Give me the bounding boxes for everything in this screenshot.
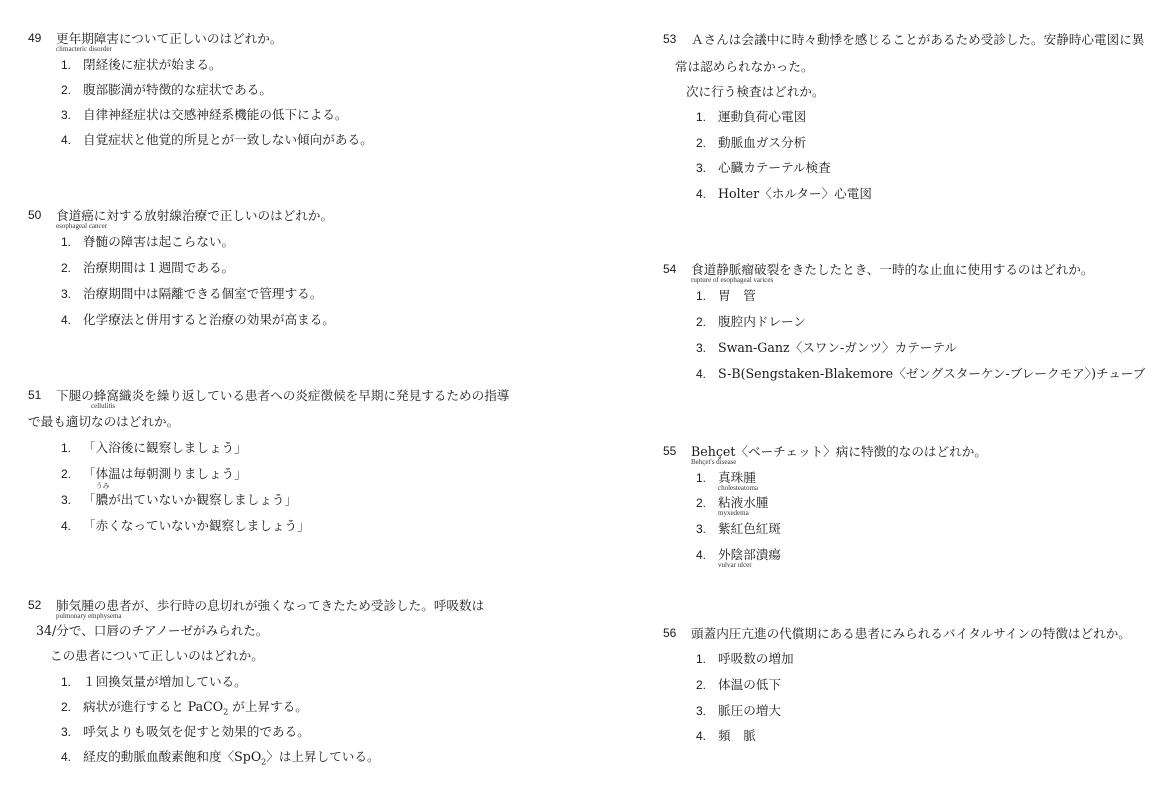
question-stem: Ａさんは会議中に時々動悸を感じることがあるため受診した。安静時心電図に異 (691, 32, 1145, 47)
option-text: 「赤くなっていないか観察しましょう」 (83, 518, 310, 533)
question-49 (28, 30, 548, 160)
ruby-reading: うみ (95, 482, 110, 490)
option-gloss: vulvar ulcer (718, 561, 752, 569)
question-stem: 肺気腫の患者が、歩行時の息切れが強くなってきたため受診した。呼吸数は (56, 598, 485, 613)
question-number: 49 (28, 31, 42, 45)
option-3: 3. Swan-Ganz〈スワン-ガンツ〉カテーテル (696, 340, 957, 355)
option-2: 2. 腹腔内ドレーン (696, 314, 806, 329)
option-4: 4. Holter〈ホルター〉心電図 (696, 186, 872, 201)
option-text: 運動負荷心電図 (718, 109, 807, 124)
option-text: 脈圧の増大 (718, 703, 781, 718)
option-text: 動脈血ガス分析 (718, 135, 807, 150)
option-2: 2. 病状が進行すると PaCO$_2$ が上昇する。 (61, 699, 308, 717)
option-text: 治療期間中は隔離できる個室で管理する。 (83, 286, 323, 301)
question-stem: 食道癌に対する放射線治療で正しいのはどれか。 (56, 208, 334, 223)
option-4: 4. 自覚症状と他覚的所見とが一致しない傾向がある。 (61, 132, 373, 147)
question-50 (28, 207, 548, 337)
option-text: 病状が進行すると PaCO (83, 699, 224, 714)
option-2: 2. 治療期間は１週間である。 (61, 260, 235, 275)
option-1: 1. 呼吸数の増加 (696, 651, 794, 666)
option-3: 3. 治療期間中は隔離できる個室で管理する。 (61, 286, 323, 301)
option-4: 4. 化学療法と併用すると治療の効果が高まる。 (61, 312, 335, 327)
option-3: 3. 自律神経症状は交感神経系機能の低下による。 (61, 107, 348, 122)
option-text: 心臓カテーテル検査 (718, 160, 831, 175)
option-text: 「体温は毎朝測りましょう」 (83, 466, 247, 481)
option-3: 3. 「膿 うみ が出ていないか観察しましょう」 (61, 482, 298, 507)
option-gloss: cholesteatoma (718, 484, 759, 492)
question-stem: 頭蓋内圧亢進の代償期にある患者にみられるバイタルサインの特徴はどれか。 (691, 626, 1131, 641)
option-text: 紫紅色紅斑 (718, 521, 781, 536)
term-gloss: climacteric disorder (56, 45, 112, 53)
question-subprompt: 次に行う検査はどれか。 (686, 84, 825, 99)
option-text-prefix: 「 (83, 492, 96, 507)
question-number: 53 (663, 32, 677, 46)
question-stem-continued: 34/分で、口唇のチアノーゼがみられた。 (36, 623, 269, 638)
term-gloss: Behçet's disease (691, 458, 737, 466)
option-text: 治療期間は１週間である。 (83, 260, 235, 275)
question-stem-continued: で最も適切なのはどれか。 (28, 414, 180, 429)
option-4: 4. 頻 脈 (696, 728, 756, 743)
option-4: 4. 外陰部潰瘍 (696, 547, 781, 562)
ruby-kanji: 膿 うみ (95, 482, 110, 507)
question-stem-continued: 常は認められなかった。 (675, 59, 814, 74)
option-4: 4. S-B(Sengstaken-Blakemore〈ゼングスターケン-ブレークモア〉)チューブ (696, 366, 1146, 381)
question-subprompt: この患者について正しいのはどれか。 (50, 648, 264, 663)
option-text: 体温の低下 (718, 677, 781, 692)
option-1: 1. 真珠腫 (696, 470, 756, 485)
question-number: 56 (663, 626, 677, 640)
term-gloss: rupture of esophageal varices (691, 276, 774, 284)
option-text: 自律神経症状は交感神経系機能の低下による。 (83, 107, 348, 122)
option-text: Swan-Ganz〈スワン-ガンツ〉カテーテル (718, 340, 957, 355)
question-stem: Behçet〈ベーチェット〉病に特徴的なのはどれか。 (691, 444, 987, 459)
question-number: 52 (28, 598, 42, 612)
question-56 (663, 625, 1158, 755)
option-1: 1. 脊髄の障害は起こらない。 (61, 234, 235, 249)
option-text: 胃 管 (718, 288, 756, 303)
option-3: 3. 呼気よりも吸気を促すと効果的である。 (61, 724, 310, 739)
option-4: 4. 経皮的動脈血酸素飽和度〈SpO$_2$〉は上昇している。 (61, 749, 380, 767)
question-stem: 更年期障害について正しいのはどれか。 (56, 31, 283, 46)
option-text: S-B(Sengstaken-Blakemore〈ゼングスターケン-ブレークモア〉)チューブ (718, 366, 1146, 381)
option-4: 4. 「赤くなっていないか観察しましょう」 (61, 518, 310, 533)
option-text: 経皮的動脈血酸素飽和度〈SpO (83, 749, 262, 764)
option-text: 粘液水腫 (718, 495, 769, 510)
question-55 (663, 443, 1158, 578)
question-stem: 食道静脈瘤破裂をきたしたとき、一時的な止血に使用するのはどれか。 (691, 262, 1094, 277)
question-51 (28, 387, 548, 537)
option-text: 脊髄の障害は起こらない。 (83, 234, 235, 249)
option-text: 外陰部潰瘍 (718, 547, 781, 562)
question-number: 51 (28, 388, 42, 402)
question-53 (663, 31, 1158, 211)
question-number: 55 (663, 444, 677, 458)
option-text: が出ていないか観察しましょう」 (108, 492, 298, 507)
option-3: 3. 脈圧の増大 (696, 703, 781, 718)
option-text: Holter〈ホルター〉心電図 (718, 186, 872, 201)
option-text: 「入浴後に観察しましょう」 (83, 440, 247, 455)
option-text: 自覚症状と他覚的所見とが一致しない傾向がある。 (83, 132, 373, 147)
question-stem: 下腿の蜂窩織炎を繰り返している患者への炎症徴候を早期に発見するための指導 (56, 388, 510, 403)
option-2: 2. 粘液水腫 (696, 495, 769, 510)
question-54 (663, 261, 1158, 391)
option-2: 2. 体温の低下 (696, 677, 781, 692)
option-1: 1. 「入浴後に観察しましょう」 (61, 440, 247, 455)
option-3: 3. 紫紅色紅斑 (696, 521, 781, 536)
term-gloss: pulmonary emphysema (56, 612, 122, 620)
option-text: 化学療法と併用すると治療の効果が高まる。 (83, 312, 335, 327)
option-text: 閉経後に症状が始まる。 (83, 57, 222, 72)
term-gloss: esophageal cancer (56, 222, 108, 230)
option-2: 2. 「体温は毎朝測りましょう」 (61, 466, 247, 481)
option-2: 2. 動脈血ガス分析 (696, 135, 807, 150)
option-text: 呼吸数の増加 (718, 651, 794, 666)
option-1: 1. 閉経後に症状が始まる。 (61, 57, 222, 72)
option-text: 真珠腫 (718, 470, 756, 485)
option-text: １回換気量が増加している。 (83, 674, 247, 689)
option-text: 腹部膨満が特徴的な症状である。 (83, 82, 272, 97)
term-gloss: cellulitis (91, 402, 116, 410)
question-52 (28, 597, 548, 777)
option-1: 1. １回換気量が増加している。 (61, 674, 247, 689)
option-3: 3. 心臓カテーテル検査 (696, 160, 831, 175)
option-1: 1. 胃 管 (696, 288, 756, 303)
option-text: 呼気よりも吸気を促すと効果的である。 (83, 724, 310, 739)
option-text: 腹腔内ドレーン (718, 314, 806, 329)
option-text: 頻 脈 (718, 728, 756, 743)
option-1: 1. 運動負荷心電図 (696, 109, 807, 124)
question-number: 50 (28, 208, 42, 222)
option-gloss: myxedema (718, 509, 749, 517)
question-number: 54 (663, 262, 677, 276)
option-2: 2. 腹部膨満が特徴的な症状である。 (61, 82, 272, 97)
